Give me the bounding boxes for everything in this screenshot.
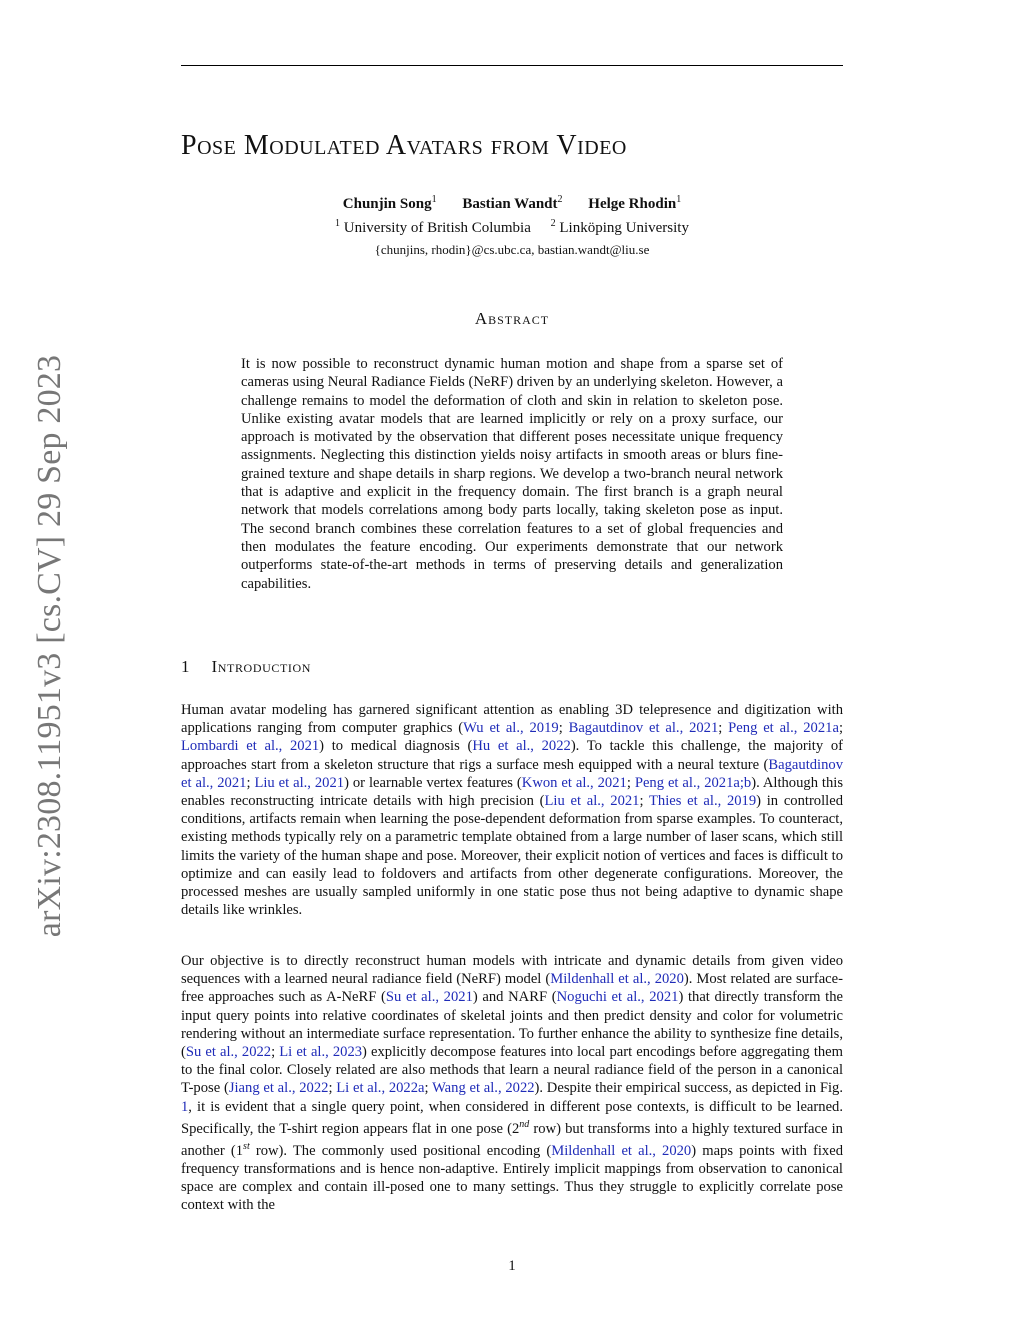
abstract-text: It is now possible to reconstruct dynamic human motion and shape from a sparse set of cameras using Neural Radiance Fields (NeRF) driven by an underlying skeleton. However, a challenge remains to model the deformation of cloth and skin in relation to skeleton pose. Unlike existing avatar models that are learned implicitly or rely on a proxy surface, our approach is motivated by the observation that different poses necessitate unique frequency assignments. Neglecting this distinction yields noisy artifacts in smooth areas or blurs fine-grained texture and shape details in sharp regions. We develop a two-branch neural network that is adaptive and explicit in the frequency domain. The first branch is a graph neural network that models correlations among body parts locally, taking skeleton pose as input. The second branch combines these correlation features to a set of global frequencies and then modulates the feature encoding. Our experiments demonstrate that our network outperforms state-of-the-art methods in terms of preserving details and generalization capabilities. — [241, 356, 783, 592]
citation-link[interactable]: Bagautdinov et al., 2021 — [181, 756, 843, 791]
text-run: row) but transforms into a highly textured surface in another (1 — [181, 1120, 843, 1159]
author: Bastian Wandt$^2$ — [462, 194, 563, 212]
section-title: Introduction — [211, 657, 312, 676]
text-run: Human avatar modeling has garnered significant attention as enabling 3D telepresence and digitization with applications ranging from computer graphics ( — [181, 702, 843, 737]
page-number: 1 — [508, 1258, 516, 1274]
text-run: ; — [558, 720, 569, 737]
intro-paragraph-1 — [181, 701, 843, 919]
citation-link[interactable]: Peng et al., 2021a;b — [634, 774, 752, 791]
text-run: ; — [246, 774, 255, 791]
text-run: ; — [626, 774, 635, 791]
citation-link[interactable]: Lombardi et al., 2021 — [181, 738, 320, 755]
citation-link[interactable]: Bagautdinov et al., 2021 — [568, 720, 719, 737]
citation-link[interactable]: Su et al., 2022 — [185, 1044, 272, 1061]
citation-link[interactable]: Liu et al., 2021 — [254, 774, 345, 791]
citation-link[interactable]: Noguchi et al., 2021 — [556, 989, 679, 1006]
citation-link[interactable]: Jiang et al., 2022 — [228, 1080, 329, 1097]
text-run: ) in controlled conditions, artifacts remain when learning the pose-dependent deformation from sparse examples. To counteract, existing methods typically rely on a parametric template obtained from a large number of laser scans, which still limits the variety of the human shape and pose. Moreover, their explicit notion of vertices and faces is difficult to optimize and can easily lead to foldovers and artifacts from other degenerate configurations. Moreover, the processed meshes are usually sampled uniformly in one static pose thus not being adaptive to dynamic shape details like wrinkles. — [181, 793, 843, 919]
citation-link[interactable]: Su et al., 2021 — [385, 989, 473, 1006]
text-run: ) that directly transform the input query points into relative coordinates of skeletal joints and then predict density and color for volumetric rendering without an intermediate surface representation. To further enhance the ability to synthesize fine details, ( — [181, 989, 843, 1061]
citation-link[interactable]: Li et al., 2023 — [279, 1044, 363, 1061]
citation-link[interactable]: Peng et al., 2021a — [728, 720, 839, 737]
citation-link[interactable]: Mildenhall et al., 2020 — [551, 1142, 692, 1159]
citation-link[interactable]: Liu et al., 2021 — [544, 793, 640, 810]
affiliation: $^1$ University of British Columbia — [335, 218, 531, 236]
text-run: row). The commonly used positional encoding ( — [249, 1142, 552, 1159]
section-number: 1 — [181, 657, 190, 676]
section-heading — [181, 657, 311, 677]
text-run: ; — [838, 720, 843, 737]
text-run: ; — [639, 793, 649, 810]
text-run: ) or learnable vertex features ( — [344, 774, 522, 791]
affiliation-list — [181, 218, 843, 237]
arxiv-stamp: arXiv:2308.11951v3 [cs.CV] 29 Sep 2023 — [31, 354, 68, 938]
citation-link[interactable]: Hu et al., 2022 — [472, 738, 571, 755]
abstract-heading: Abstract — [474, 309, 550, 328]
citation-link[interactable]: Mildenhall et al., 2020 — [550, 971, 684, 988]
text-run: ; — [271, 1044, 280, 1061]
citation-link[interactable]: Thies et al., 2019 — [649, 793, 757, 810]
intro-paragraph-2 — [181, 952, 843, 1215]
text-run: ). Although this enables reconstructing intricate details with high precision ( — [181, 774, 844, 810]
text-run: ). To tackle this challenge, the majority of approaches start from a skeleton structure that rigs a surface mesh equipped with a neural texture ( — [181, 738, 843, 773]
text-run: ). Despite their empirical success, as depicted in Fig. — [534, 1080, 843, 1097]
text-run: ; — [718, 720, 729, 737]
citation-link[interactable]: Wang et al., 2022 — [432, 1080, 535, 1097]
text-run: Our objective is to directly reconstruct human models with intricate and dynamic details from given video sequences with a learned neural radiance field (NeRF) model ( — [181, 953, 843, 988]
text-run: ) and NARF ( — [472, 989, 557, 1006]
text-run: ; — [328, 1080, 337, 1097]
text-run: ) explicitly decompose features into local part encodings before aggregating them to the final color. Closely related are also methods that learn a neural radiance field of the person in a canonical T-pose ( — [181, 1044, 843, 1097]
affiliation: $^2$ Linköping University — [550, 218, 689, 236]
author: Chunjin Song$^1$ — [342, 194, 437, 212]
citation-link[interactable]: 1 — [181, 1098, 189, 1115]
author-list — [181, 194, 843, 213]
text-run: ). Most related are surface-free approaches such as A-NeRF ( — [181, 971, 843, 1006]
top-rule — [181, 65, 843, 66]
text-run: ) to medical diagnosis ( — [319, 738, 473, 755]
text-run: ) maps points with fixed frequency transformations and is hence non-adaptive. Entirely implicit mappings from observation to canonical space are complex and contain ill-posed one to many settings. Thus they struggle to explicitly correlate pose context with the — [181, 1142, 843, 1214]
text-run: ; — [424, 1080, 433, 1097]
author: Helge Rhodin$^1$ — [588, 194, 682, 212]
ordinal-superscript: st — [243, 1140, 250, 1152]
citation-link[interactable]: Kwon et al., 2021 — [521, 774, 627, 791]
paper-title: Pose Modulated Avatars from Video — [181, 130, 627, 161]
author-emails: {chunjins, rhodin}@cs.ubc.ca, bastian.wandt@liu.se — [374, 242, 650, 257]
citation-link[interactable]: Wu et al., 2019 — [463, 720, 559, 737]
ordinal-superscript: nd — [519, 1118, 530, 1130]
citation-link[interactable]: Li et al., 2022a — [336, 1080, 425, 1097]
text-run: , it is evident that a single query point, when considered in different pose contexts, is difficult to be learned. Specifically, the T-shirt region appears flat in one pose (2 — [181, 1098, 843, 1137]
